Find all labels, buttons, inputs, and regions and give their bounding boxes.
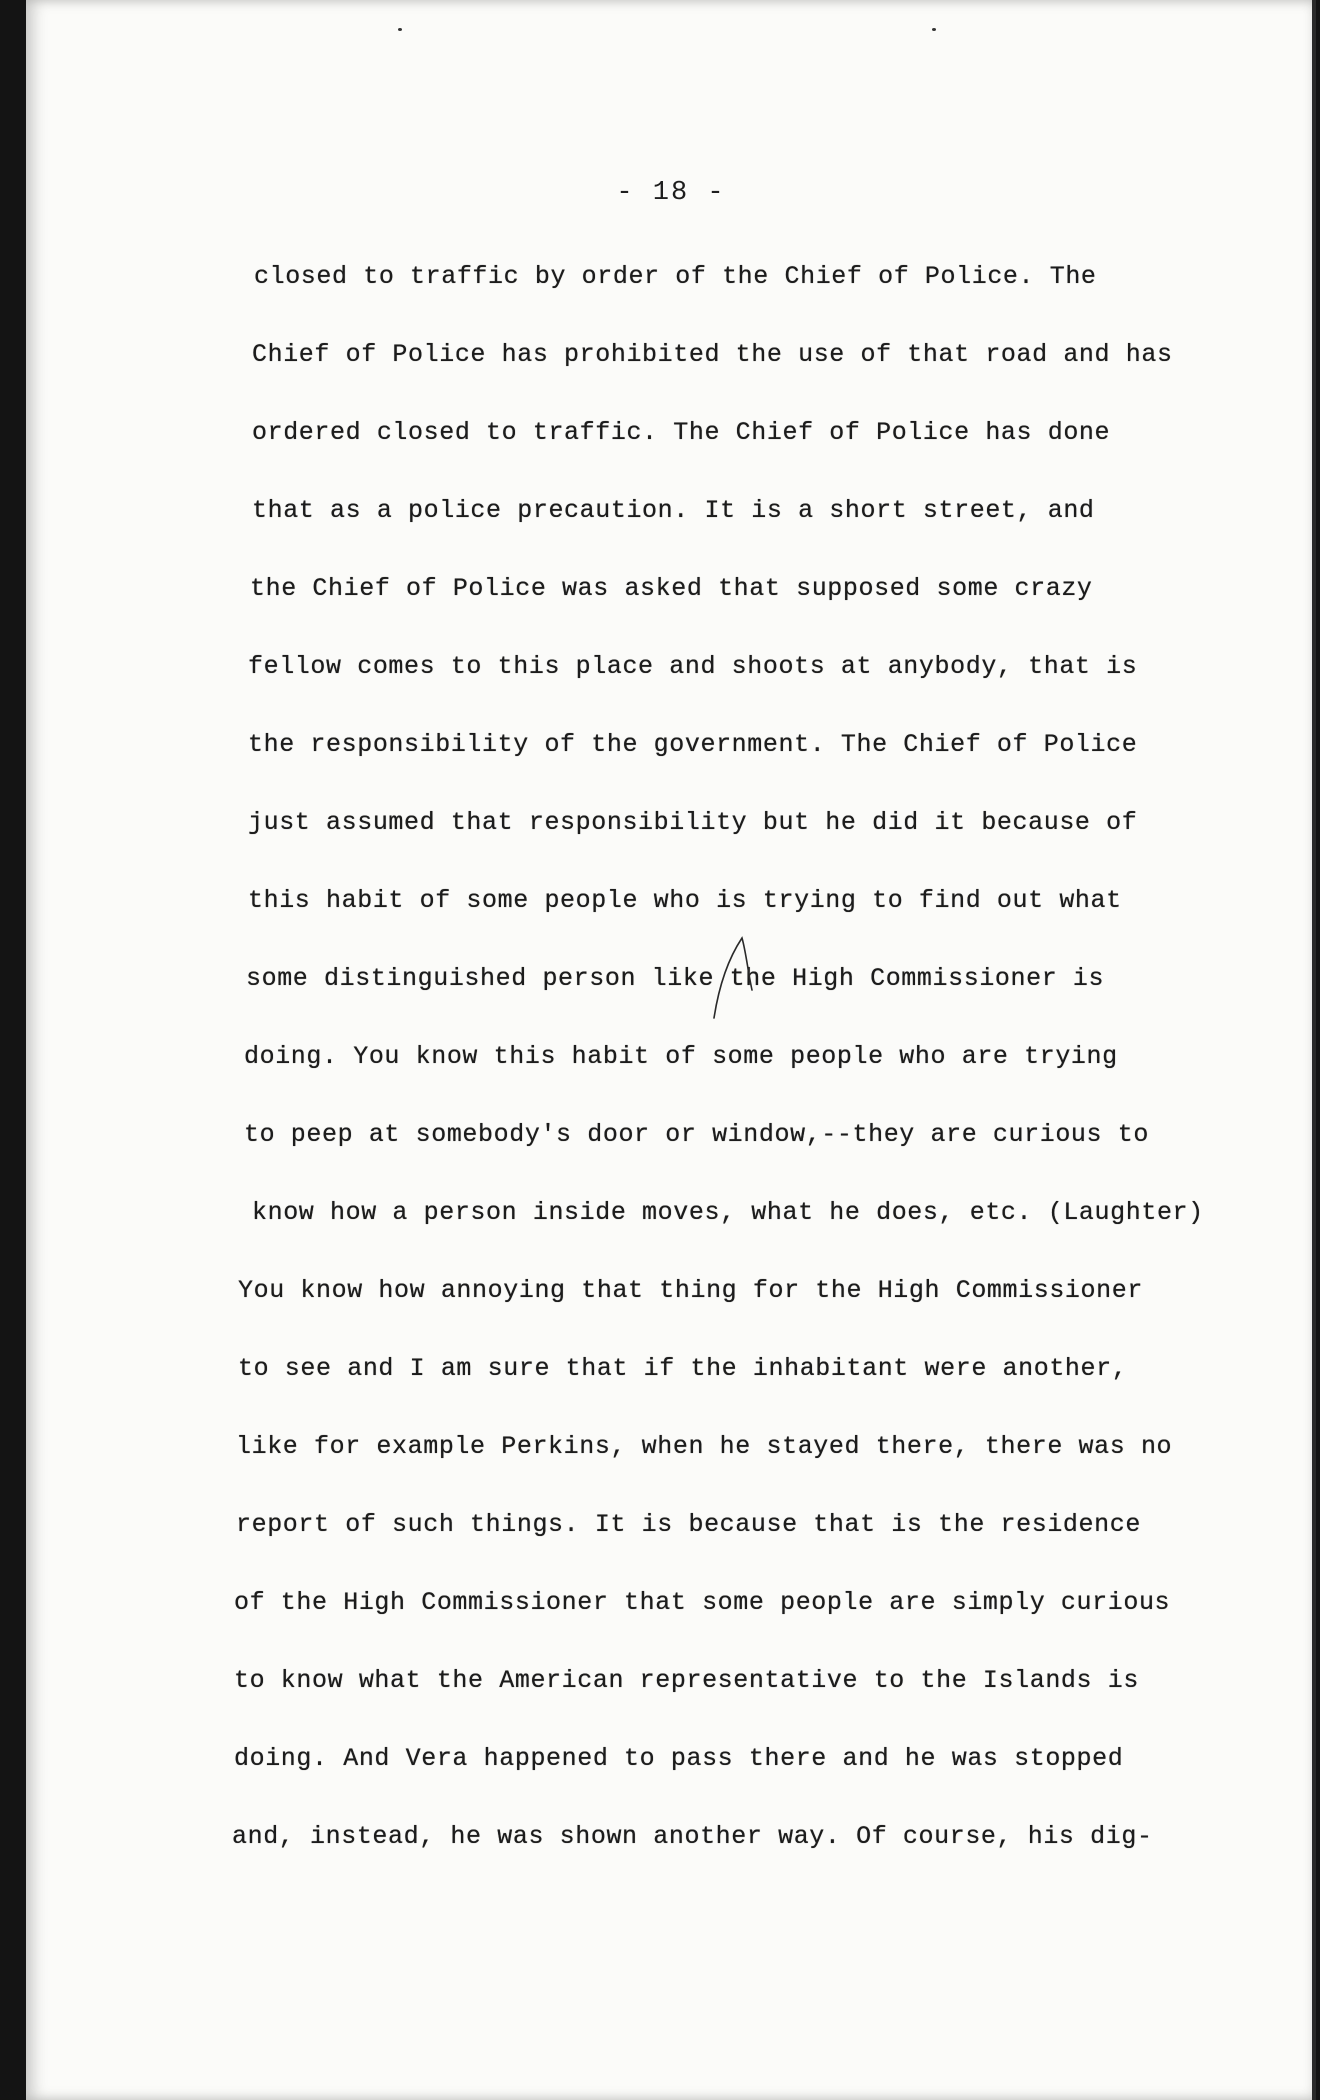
text-line: ordered closed to traffic. The Chief of Police has done bbox=[252, 418, 1111, 447]
document-page bbox=[26, 0, 1316, 2100]
text-line: doing. You know this habit of some people who are trying bbox=[244, 1042, 1118, 1071]
page-number: - 18 - bbox=[616, 178, 726, 208]
text-line: some distinguished person like the High Commissioner is bbox=[246, 964, 1105, 993]
text-line: doing. And Vera happened to pass there and he was stopped bbox=[234, 1744, 1124, 1773]
text-line: fellow comes to this place and shoots at anybody, that is bbox=[248, 652, 1138, 681]
text-line: just assumed that responsibility but he did it because of bbox=[248, 808, 1138, 837]
text-line: Chief of Police has prohibited the use of that road and has bbox=[252, 340, 1173, 369]
text-line: the responsibility of the government. The Chief of Police bbox=[248, 730, 1138, 759]
text-line: that as a police precaution. It is a short street, and bbox=[252, 496, 1095, 525]
text-line: know how a person inside moves, what he does, etc. (Laughter) bbox=[252, 1198, 1204, 1227]
handwritten-caret-mark bbox=[708, 932, 768, 1022]
body-text bbox=[26, 0, 1316, 2100]
text-line: this habit of some people who is trying to find out what bbox=[248, 886, 1122, 915]
text-line: the Chief of Police was asked that supposed some crazy bbox=[250, 574, 1093, 603]
text-line: like for example Perkins, when he stayed there, there was no bbox=[236, 1432, 1173, 1461]
text-line: closed to traffic by order of the Chief of Police. The bbox=[254, 262, 1097, 291]
text-line: to see and I am sure that if the inhabitant were another, bbox=[238, 1354, 1128, 1383]
text-line: of the High Commissioner that some people are simply curious bbox=[234, 1588, 1171, 1617]
text-line: to peep at somebody's door or window,--they are curious to bbox=[244, 1120, 1149, 1149]
text-line: You know how annoying that thing for the High Commissioner bbox=[238, 1276, 1143, 1305]
text-line: and, instead, he was shown another way. Of course, his dig- bbox=[232, 1822, 1153, 1851]
text-line: to know what the American representative to the Islands is bbox=[234, 1666, 1139, 1695]
text-line: report of such things. It is because that is the residence bbox=[236, 1510, 1141, 1539]
